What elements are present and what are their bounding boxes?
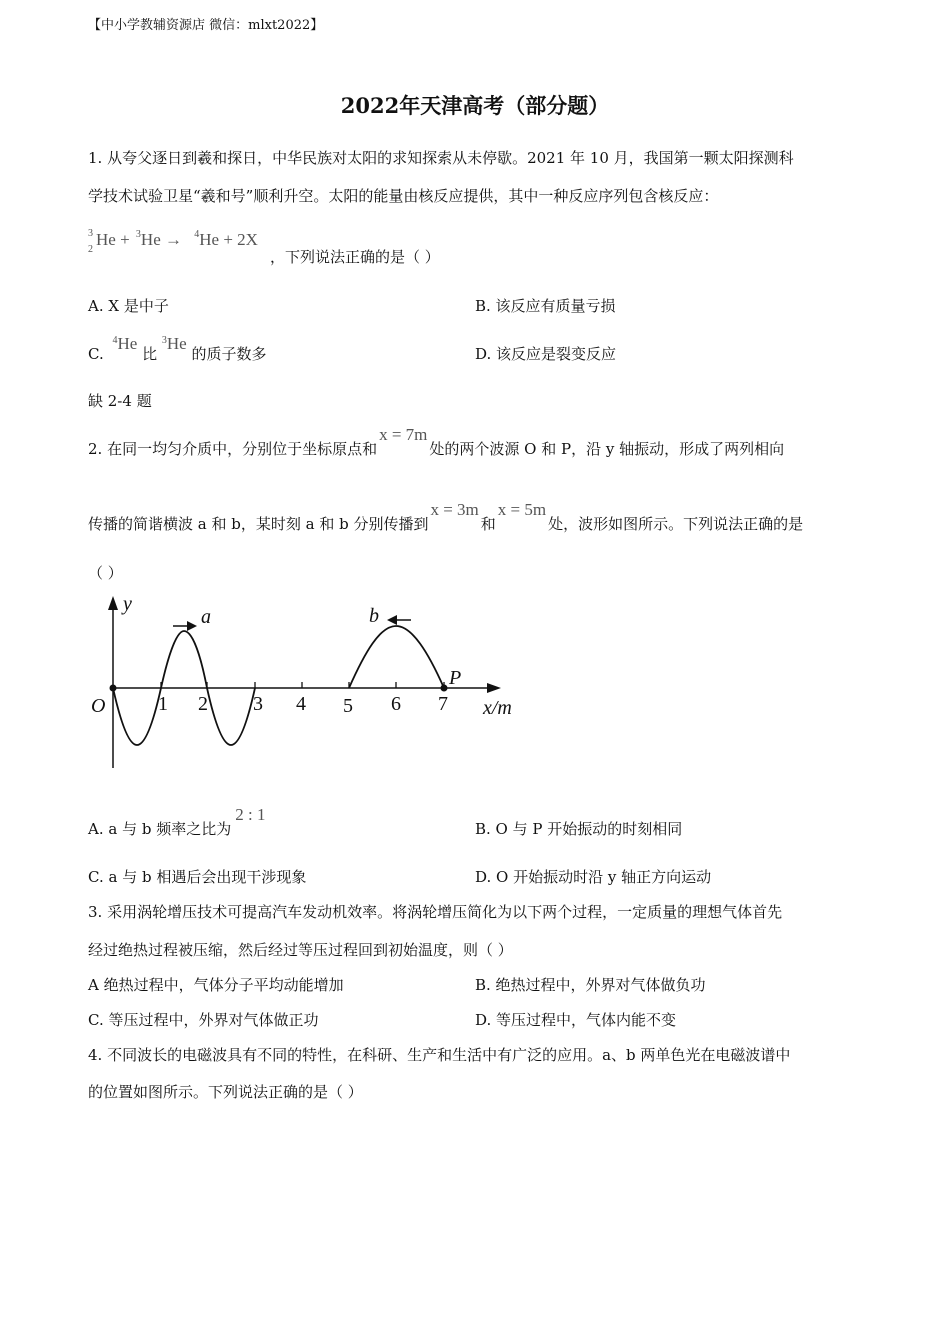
missing-questions-note: 缺 2-4 题	[88, 392, 152, 410]
tick-label-3: 3	[253, 693, 263, 715]
wave-b	[349, 626, 444, 688]
q1-line1: 1. 从夸父逐日到羲和探日，中华民族对太阳的求知探索从未停歇。2021 年 10 月，我国第一颗太阳探测科	[88, 149, 794, 167]
frequency-ratio: 2 : 1	[235, 805, 266, 824]
q1-equation	[88, 228, 258, 255]
nuclear-equation: 3 2 He + $^3$He → $^4$He + 2X	[88, 228, 258, 255]
tick-label-2: 2	[198, 693, 208, 715]
y-label: y	[123, 593, 132, 615]
q1-option-d: D. 该反应是裂变反应	[475, 345, 617, 363]
wave-b-label: b	[369, 605, 379, 627]
q2-x3: x = 3m	[430, 500, 479, 519]
page-header: 【中小学教辅资源店 微信：mlxt2022】	[88, 18, 324, 33]
wave-a-label: a	[201, 606, 211, 628]
page-title: 2022年天津高考（部分题）	[340, 93, 610, 118]
q3-option-b: B. 绝热过程中，外界对气体做负功	[475, 976, 706, 994]
q2-option-b: B. O 与 P 开始振动的时刻相同	[475, 820, 683, 838]
q1-option-a: A. X 是中子	[88, 297, 169, 315]
q1-option-b: B. 该反应有质量亏损	[475, 297, 616, 315]
q1-stem-tail: ，下列说法正确的是（ ）	[270, 248, 440, 266]
tick-label-7: 7	[438, 693, 448, 715]
x-label: x/m	[483, 697, 512, 719]
q1-option-c: C. $^4$He 比 $^3$He 的质子数多	[88, 334, 267, 363]
y-axis-arrow	[108, 596, 118, 610]
q2-paren: （ ）	[88, 564, 123, 582]
q2-option-a: A. a 与 b 频率之比为2 : 1	[88, 805, 266, 838]
q3-option-d: D. 等压过程中，气体内能不变	[475, 1011, 677, 1029]
q4-line1: 4. 不同波长的电磁波具有不同的特性，在科研、生产和生活中有广泛的应用。a、b 两单色光在电磁波谱中	[88, 1046, 791, 1064]
tick-label-5: 5	[343, 695, 353, 717]
tick-label-6: 6	[391, 693, 401, 715]
q2-x7: x = 7m	[379, 425, 428, 444]
q3-option-c: C. 等压过程中，外界对气体做正功	[88, 1011, 319, 1029]
q2-line2: 传播的简谐横波 a 和 b，某时刻 a 和 b 分别传播到x = 3m和x = 5m处，波形如图所示。下列说法正确的是	[88, 500, 804, 533]
q3-line1: 3. 采用涡轮增压技术可提高汽车发动机效率。将涡轮增压简化为以下两个过程，一定质量的理想气体首先	[88, 903, 783, 921]
origin-dot	[110, 685, 117, 692]
point-p-dot	[441, 685, 448, 692]
q4-line2: 的位置如图所示。下列说法正确的是（ ）	[88, 1083, 363, 1101]
q2-option-c: C. a 与 b 相遇后会出现干涉现象	[88, 868, 307, 886]
tick-label-4: 4	[296, 693, 306, 715]
point-p-label: P	[449, 667, 462, 689]
x-axis-arrow	[487, 683, 501, 693]
q3-line2: 经过绝热过程被压缩，然后经过等压过程回到初始温度，则（ ）	[88, 941, 513, 959]
tick-label-1: 1	[158, 693, 168, 715]
q2-x5: x = 5m	[497, 500, 547, 519]
x-ticks	[161, 682, 444, 688]
q1-line2: 学技术试验卫星“羲和号”顺利升空。太阳的能量由核反应提供，其中一种反应序列包含核反应：	[88, 187, 719, 205]
origin-label: O	[91, 695, 106, 717]
q2-line1: 2. 在同一均匀介质中，分别位于坐标原点和x = 7m处的两个波源 O 和 P，沿 y 轴振动，形成了两列相向	[88, 425, 785, 458]
q2-option-d: D. O 开始振动时沿 y 轴正方向运动	[475, 868, 712, 886]
wave-figure	[85, 590, 535, 780]
q3-option-a: A 绝热过程中，气体分子平均动能增加	[88, 976, 344, 994]
